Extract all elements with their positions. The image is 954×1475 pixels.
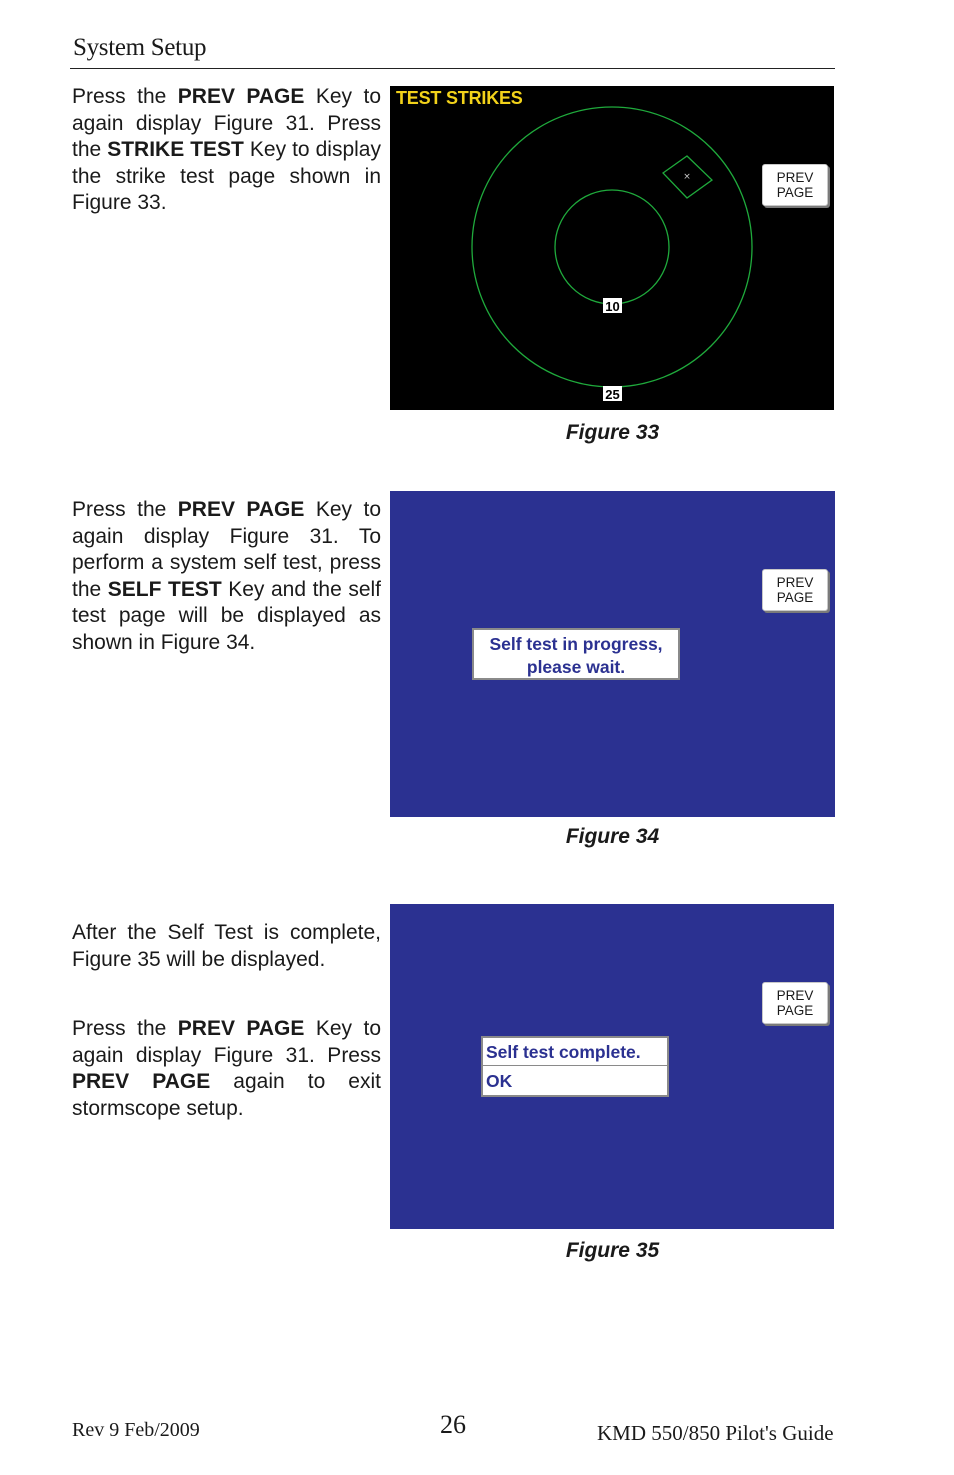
prev-page-label-line2: PAGE xyxy=(776,185,814,200)
self-test-progress-screen xyxy=(390,491,835,817)
inner-range-label: 10 xyxy=(605,299,620,314)
paragraph-text: After the Self Test is complete, Figure 35 will be displayed. xyxy=(72,921,381,971)
paragraph-text: Press the xyxy=(72,1017,178,1040)
progress-message-line1: Self test in progress, xyxy=(489,634,663,654)
prev-page-label-line2: PAGE xyxy=(776,590,814,605)
prev-page-label-line1: PREV xyxy=(776,575,814,590)
figure-caption: Figure 35 xyxy=(565,1239,660,1262)
key-name: PREV PAGE xyxy=(72,1070,211,1093)
prev-page-label-line2: PAGE xyxy=(776,1003,814,1018)
key-name: STRIKE TEST xyxy=(107,138,244,161)
complete-message: Self test complete. xyxy=(483,1038,667,1066)
figure-caption: Figure 34 xyxy=(565,825,660,848)
screen-title: TEST STRIKES xyxy=(396,88,523,108)
complete-message-box xyxy=(481,1036,669,1097)
inner-range-ring xyxy=(555,190,669,304)
prev-page-label-line1: PREV xyxy=(776,170,814,185)
self-test-complete-screen xyxy=(390,904,834,1229)
strike-display xyxy=(390,86,834,410)
prev-page-button[interactable] xyxy=(762,569,828,611)
strike-test-screen xyxy=(390,86,834,410)
progress-message-line2: please wait. xyxy=(526,657,626,677)
paragraph-text: Press the xyxy=(72,85,178,108)
key-name: SELF TEST xyxy=(107,577,222,601)
footer-guide-title: KMD 550/850 Pilot's Guide xyxy=(597,1421,834,1445)
key-name: PREV PAGE xyxy=(177,1017,305,1040)
footer-revision: Rev 9 Feb/2009 xyxy=(72,1419,200,1441)
result-paragraph xyxy=(72,920,381,973)
strike-mark: × xyxy=(683,172,691,182)
paragraph-text: Press the xyxy=(72,498,178,521)
paragraph-text: Key to again display Figure 31. Press xyxy=(72,1017,381,1067)
prev-page-button[interactable] xyxy=(762,982,828,1024)
section-title: System Setup xyxy=(73,34,207,61)
instruction-paragraph xyxy=(72,84,381,217)
paragraph-text: Key and the self test page will be displayed as shown in Figure 34. xyxy=(72,577,382,654)
ok-button[interactable]: OK xyxy=(486,1071,513,1091)
instruction-paragraph xyxy=(72,1016,381,1122)
paragraph-text: Key to again display Figure 31. Press the xyxy=(72,85,381,161)
progress-message-box xyxy=(472,628,680,680)
paragraph-text: Key to again display Figure 31. To perform a system self test, press the xyxy=(72,498,381,601)
figure-caption: Figure 33 xyxy=(565,421,660,444)
paragraph-text: again to exit stormscope setup. xyxy=(72,1070,381,1120)
key-name: PREV PAGE xyxy=(177,85,305,108)
key-name: PREV PAGE xyxy=(177,498,305,521)
page-number: 26 xyxy=(440,1410,466,1439)
prev-page-button[interactable] xyxy=(762,164,828,206)
paragraph-text: Key to display the strike test page shown in Figure 33. xyxy=(72,138,381,214)
instruction-paragraph xyxy=(72,497,381,656)
outer-range-ring xyxy=(472,107,752,387)
header-divider xyxy=(70,68,835,69)
outer-range-label: 25 xyxy=(605,387,620,402)
prev-page-label-line1: PREV xyxy=(776,988,814,1003)
